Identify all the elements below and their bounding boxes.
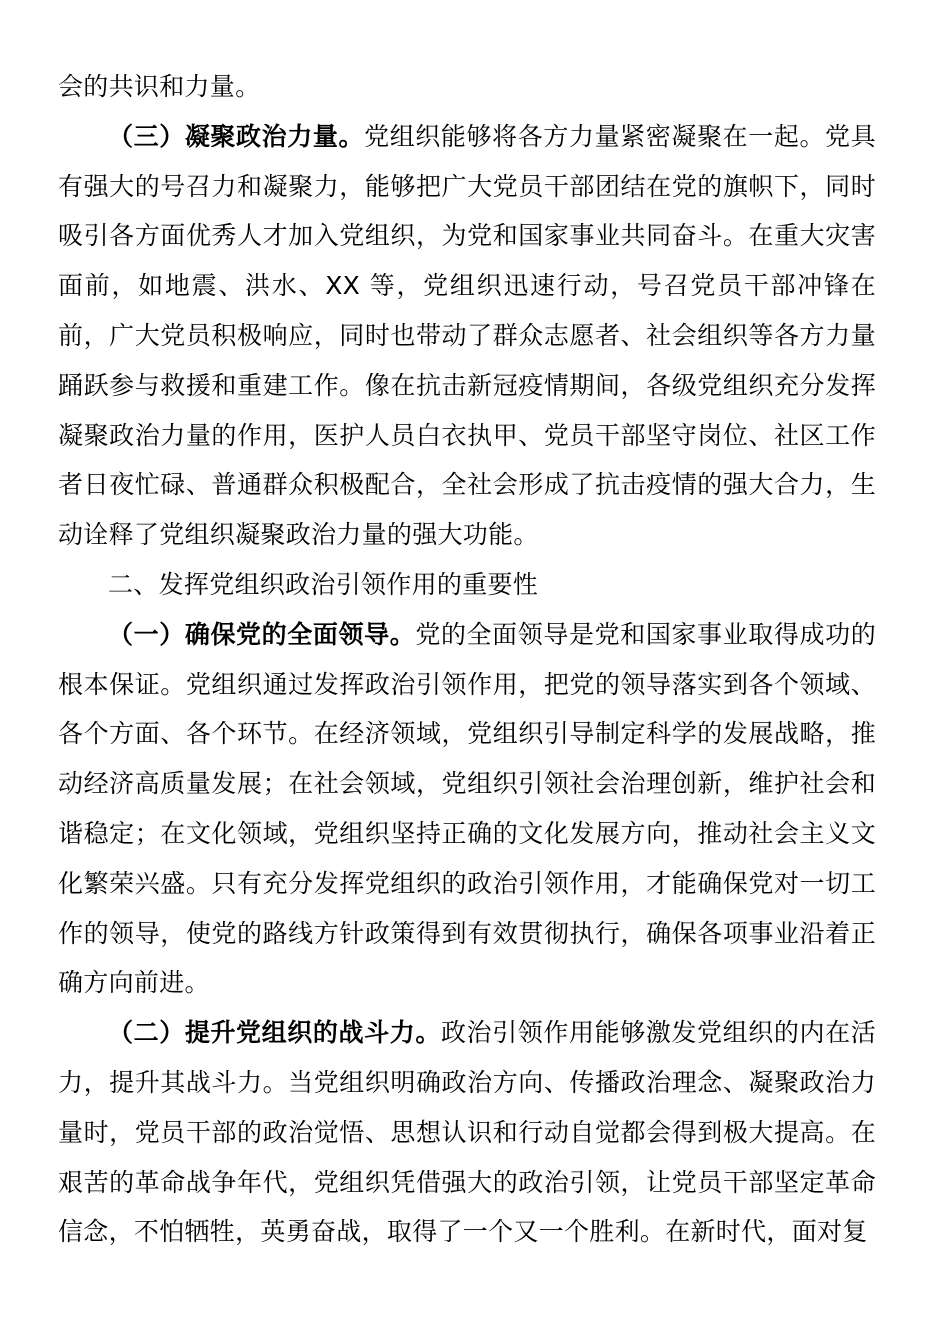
document-page — [58, 62, 876, 1257]
section-3-body: 党组织能够将各方力量紧密凝聚在一起。党具有强大的号召力和凝聚力，能够把广大党员干部团结在党的旗帜下，同时吸引各方面优秀人才加入党组织，为党和国家事业共同奋斗。在重大灾害面前，如地震、洪水、XX 等，党组织迅速行动，号召党员干部冲锋在前，广大党员积极响应，同时也带动了群众志愿者、社会组织等各方力量踊跃参与救援和重建工作。像在抗击新冠疫情期间，各级党组织充分发挥凝聚政治力量的作用，医护人员白衣执甲、党员干部坚守岗位、社区工作者日夜忙碌、普通群众积极配合，全社会形成了抗击疫情的强大合力，生动诠释了党组织凝聚政治力量的强大功能。 — [58, 121, 876, 550]
section-heading-2-text: 二、发挥党组织政治引领作用的重要性 — [108, 569, 539, 599]
point-1-title: （一）确保党的全面领导。 — [108, 619, 416, 649]
section-heading-2 — [58, 560, 876, 610]
point-2-paragraph — [58, 1008, 876, 1257]
section-3-title: （三）凝聚政治力量。 — [108, 121, 365, 151]
point-1-body: 党的全面领导是党和国家事业取得成功的根本保证。党组织通过发挥政治引领作用，把党的领导落实到各个领域、各个方面、各个环节。在经济领域，党组织引导制定科学的发展战略，推动经济高质量发展；在社会领域，党组织引领社会治理创新，维护社会和谐稳定；在文化领域，党组织坚持正确的文化发展方向，推动社会主义文化繁荣兴盛。只有充分发挥党组织的政治引领作用，才能确保党对一切工作的领导，使党的路线方针政策得到有效贯彻执行，确保各项事业沿着正确方向前进。 — [58, 619, 876, 998]
continuation-paragraph — [58, 62, 876, 112]
continuation-text: 会的共识和力量。 — [58, 72, 261, 101]
point-2-body: 政治引领作用能够激发党组织的内在活力，提升其战斗力。当党组织明确政治方向、传播政治理念、凝聚政治力量时，党员干部的政治觉悟、思想认识和行动自觉都会得到极大提高。在艰苦的革命战争年代，党组织凭借强大的政治引领，让党员干部坚定革命信念，不怕牺牲，英勇奋战，取得了一个又一个胜利。在新时代，面对复 — [58, 1018, 876, 1247]
point-2-title: （二）提升党组织的战斗力。 — [108, 1018, 441, 1048]
point-1-paragraph — [58, 610, 876, 1008]
section-3-paragraph — [58, 112, 876, 560]
